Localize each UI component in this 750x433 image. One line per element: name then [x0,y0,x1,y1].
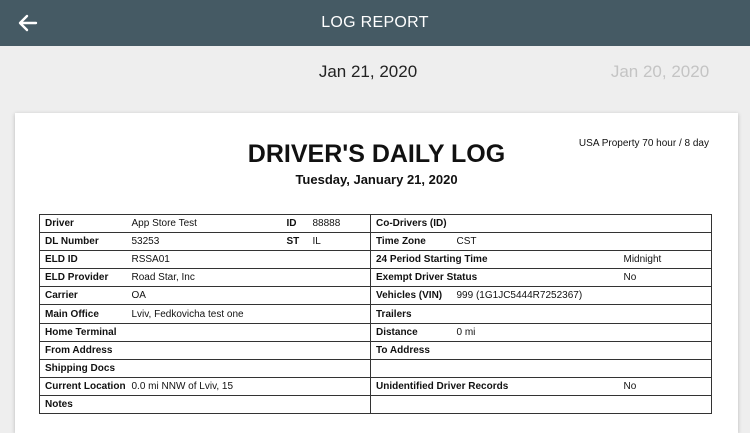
field-value: 88888 [308,215,371,233]
table-row [40,395,712,413]
field-label [282,359,308,377]
field-value: IL [308,233,371,251]
field-label: Exempt Driver Status [371,269,452,287]
field-value: OA [127,287,282,305]
field-value [452,341,619,359]
field-label: Main Office [40,305,127,323]
field-value [619,395,712,413]
table-row [40,287,712,305]
field-value [619,323,712,341]
field-value: 999 (1G1JC5444R7252367) [452,287,619,305]
field-value: Road Star, Inc [127,269,282,287]
field-value [308,323,371,341]
field-value [308,359,371,377]
table-row [40,233,712,251]
field-label [282,305,308,323]
field-value: App Store Test [127,215,282,233]
field-label: Unidentified Driver Records [371,377,452,395]
field-value [619,341,712,359]
field-value [308,287,371,305]
table-row [40,341,712,359]
field-value: No [619,269,712,287]
field-value [127,359,282,377]
table-row [40,269,712,287]
field-label: Distance [371,323,452,341]
log-info-table [39,214,712,414]
field-label: Vehicles (VIN) [371,287,452,305]
field-label: ST [282,233,308,251]
field-label: ELD Provider [40,269,127,287]
field-value: Lviv, Fedkovicha test one [127,305,282,323]
field-value: RSSA01 [127,251,282,269]
field-label: Home Terminal [40,323,127,341]
field-label: To Address [371,341,452,359]
app-header [0,0,750,46]
field-label [282,395,308,413]
field-value: 0.0 mi NNW of Lviv, 15 [127,377,282,395]
table-row [40,377,712,395]
field-label [282,323,308,341]
field-label [282,251,308,269]
field-value [308,377,371,395]
field-value [308,341,371,359]
field-value [127,323,282,341]
field-label: Carrier [40,287,127,305]
field-value [452,305,619,323]
field-value [619,359,712,377]
field-value [308,305,371,323]
field-label [371,359,452,377]
field-value: Midnight [619,251,712,269]
previous-date-tab[interactable]: Jan 20, 2020 [610,62,710,81]
field-label: ELD ID [40,251,127,269]
field-label: From Address [40,341,127,359]
field-value [308,395,371,413]
field-value [127,341,282,359]
table-row [40,305,712,323]
field-label: Trailers [371,305,452,323]
field-value [452,215,619,233]
field-label: Notes [40,395,127,413]
field-value: 0 mi [452,323,619,341]
field-label [282,287,308,305]
log-title: DRIVER'S DAILY LOG [247,140,506,168]
field-label: Time Zone [371,233,452,251]
rule-set-label: USA Property 70 hour / 8 day [578,138,709,149]
current-date-tab[interactable]: Jan 21, 2020 [318,62,418,81]
field-label [282,269,308,287]
field-label: Driver [40,215,127,233]
field-label: Shipping Docs [40,359,127,377]
field-value [452,359,619,377]
field-value [308,251,371,269]
field-value: CST [452,233,619,251]
field-value: 53253 [127,233,282,251]
field-value [127,395,282,413]
field-value [619,215,712,233]
field-label: Current Location [40,377,127,395]
field-value: No [619,377,712,395]
log-document [15,113,738,433]
table-row [40,251,712,269]
field-label [282,377,308,395]
table-row [40,215,712,233]
field-value [619,233,712,251]
table-row [40,323,712,341]
page-title: LOG REPORT [321,14,429,31]
field-label: ID [282,215,308,233]
field-label: DL Number [40,233,127,251]
table-row [40,359,712,377]
field-label [282,341,308,359]
field-label [371,395,452,413]
log-date: Tuesday, January 21, 2020 [295,172,458,187]
field-value [452,395,619,413]
field-value [619,305,712,323]
field-value [308,269,371,287]
field-label: 24 Period Starting Time [371,251,452,269]
field-value [619,287,712,305]
field-label: Co-Drivers (ID) [371,215,452,233]
